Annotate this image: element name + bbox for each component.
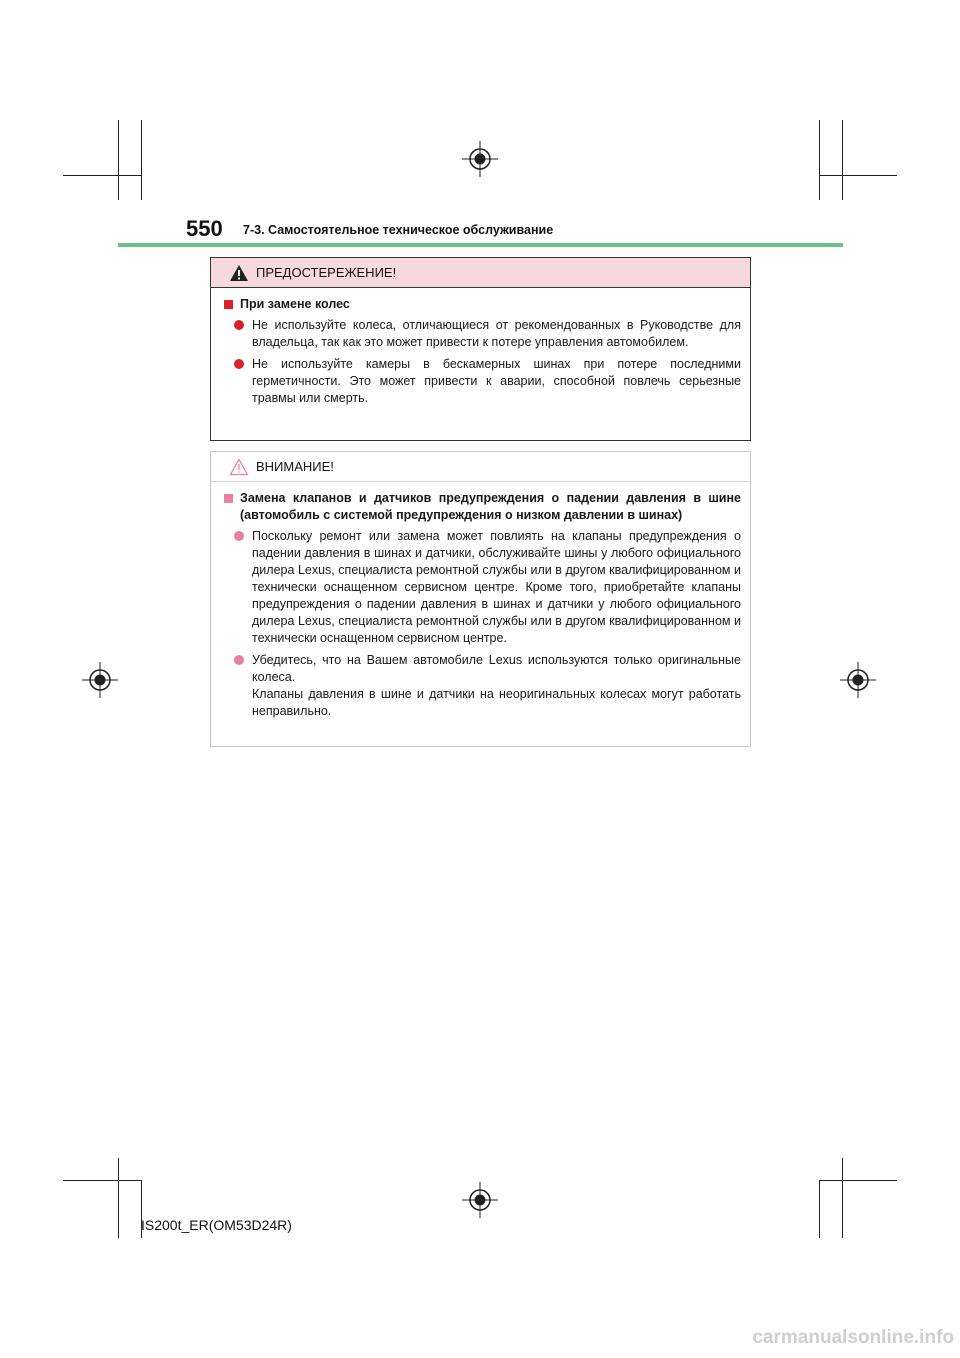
caution-title: ПРЕДОСТЕРЕЖЕНИЕ!: [256, 265, 397, 280]
header-divider: [118, 243, 843, 247]
square-bullet-icon: [224, 494, 233, 503]
square-bullet-icon: [224, 300, 233, 309]
warning-triangle-icon: [229, 264, 249, 282]
list-item: Поскольку ремонт или замена может повлиять на клапаны предупреждения о падении давления в шинах и датчики, обслуживайте шины у любого официального дилера Lexus, специалиста ремонтной службы или в другом квалифицированном и технически оснащенном сервисном центре. Кроме того, приобретайте клапаны предупреждения о падении давления в шинах и датчики у любого официального дилера Lexus, специалиста ремонтной службы или в другом квалифицированном и технически оснащенном сервисном центре.: [234, 528, 741, 647]
watermark: carmanualsonline.info: [752, 1327, 954, 1348]
notice-header: [211, 452, 750, 482]
registration-mark-icon: [462, 1182, 498, 1218]
caution-section-heading: При замене колес: [224, 296, 741, 313]
caution-header: [211, 258, 750, 288]
notice-title: ВНИМАНИЕ!: [256, 459, 334, 474]
notice-box: [210, 451, 751, 747]
warning-triangle-outline-icon: [229, 458, 249, 476]
round-bullet-icon: [234, 655, 244, 665]
document-code: IS200t_ER(OM53D24R): [141, 1217, 292, 1233]
notice-section-heading: Замена клапанов и датчиков предупреждения о падении давления в шине (автомобиль с системой предупреждения о низком давлении в шинах): [224, 490, 741, 524]
round-bullet-icon: [234, 531, 244, 541]
list-item: Не используйте камеры в бескамерных шинах при потере последними герметичности. Это может привести к аварии, способной повлечь серьезные травмы или смерть.: [234, 356, 741, 407]
page-number: 550: [186, 216, 223, 241]
registration-mark-icon: [462, 141, 498, 177]
round-bullet-icon: [234, 359, 244, 369]
list-item: Не используйте колеса, отличающиеся от рекомендованных в Руководстве для владельца, так как это может привести к потере управления автомобилем.: [234, 317, 741, 351]
caution-box: [210, 257, 751, 441]
round-bullet-icon: [234, 320, 244, 330]
list-item: Убедитесь, что на Вашем автомобиле Lexus используются только оригинальные колеса. Клапаны давления в шине и датчики на неоригинальных колесах могут работать неправильно.: [234, 652, 741, 720]
registration-mark-icon: [82, 662, 118, 698]
registration-mark-icon: [840, 662, 876, 698]
section-title: 7-3. Самостоятельное техническое обслуживание: [243, 223, 554, 237]
